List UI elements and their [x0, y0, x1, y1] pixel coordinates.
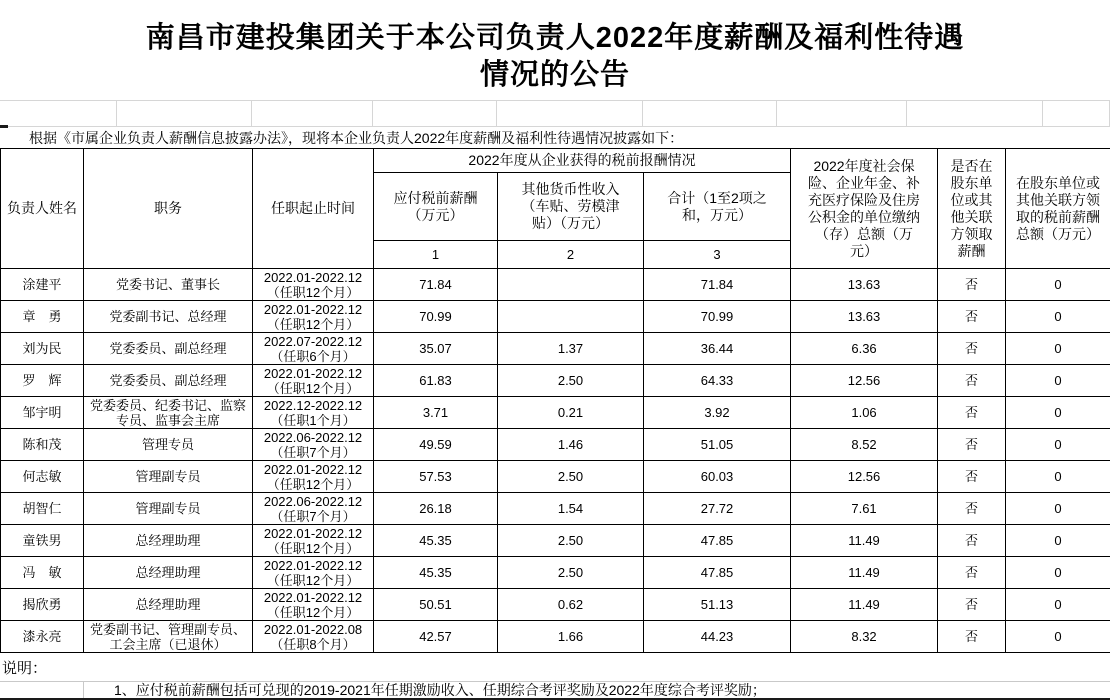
note-cell-border — [0, 682, 84, 699]
header-term: 任职起止时间 — [253, 149, 374, 269]
cell-social-insurance: 13.63 — [791, 269, 938, 301]
empty-grid-cell — [252, 101, 373, 126]
cell-other-income: 2.50 — [498, 365, 644, 397]
header-related-amount: 在股东单位或其他关联方领取的税前薪酬总额（万元） — [1006, 149, 1110, 269]
empty-grid-cell — [643, 101, 777, 126]
cell-position: 党委副书记、管理副专员、工会主席（已退休） — [84, 621, 253, 653]
cell-other-income — [498, 301, 644, 333]
cell-related-amount: 0 — [1006, 429, 1110, 461]
cell-pretax-salary: 45.35 — [374, 557, 498, 589]
cell-term — [253, 333, 374, 365]
cell-other-income — [498, 269, 644, 301]
cell-total: 51.13 — [644, 589, 791, 621]
empty-grid-cell — [0, 101, 117, 126]
cell-related-amount: 0 — [1006, 365, 1110, 397]
term-dates: 2022.01-2022.08 — [263, 621, 363, 637]
cell-name: 涂建平 — [1, 269, 84, 301]
cell-social-insurance: 6.36 — [791, 333, 938, 365]
term-dates: 2022.01-2022.12 — [263, 525, 363, 541]
cell-pretax-salary: 61.83 — [374, 365, 498, 397]
cell-position: 管理专员 — [84, 429, 253, 461]
cell-total: 70.99 — [644, 301, 791, 333]
cell-position: 党委书记、董事长 — [84, 269, 253, 301]
notes-label-row — [0, 653, 1110, 682]
cell-name: 章 勇 — [1, 301, 84, 333]
cell-term — [253, 621, 374, 653]
term-months: （任职6个月） — [270, 348, 356, 364]
cell-related-pay: 否 — [938, 589, 1006, 621]
cell-name: 揭欣勇 — [1, 589, 84, 621]
cell-pretax-salary: 3.71 — [374, 397, 498, 429]
cell-term — [253, 301, 374, 333]
cell-other-income: 1.37 — [498, 333, 644, 365]
cell-related-amount: 0 — [1006, 525, 1110, 557]
cell-position: 管理副专员 — [84, 461, 253, 493]
cell-position: 总经理助理 — [84, 557, 253, 589]
cell-social-insurance: 1.06 — [791, 397, 938, 429]
term-dates: 2022.07-2022.12 — [263, 333, 363, 349]
cell-social-insurance: 11.49 — [791, 589, 938, 621]
term-months: （任职12个月） — [266, 316, 360, 332]
cell-name: 冯 敏 — [1, 557, 84, 589]
cell-other-income: 2.50 — [498, 557, 644, 589]
term-dates: 2022.06-2022.12 — [263, 493, 363, 509]
cell-total: 51.05 — [644, 429, 791, 461]
cell-related-amount: 0 — [1006, 493, 1110, 525]
cell-related-amount: 0 — [1006, 333, 1110, 365]
cell-border-artifact — [0, 125, 8, 128]
cell-pretax-salary: 45.35 — [374, 525, 498, 557]
cell-related-pay: 否 — [938, 269, 1006, 301]
cell-social-insurance: 11.49 — [791, 557, 938, 589]
cell-term — [253, 397, 374, 429]
note-row — [0, 682, 1110, 699]
term-dates: 2022.01-2022.12 — [263, 589, 363, 605]
term-months: （任职8个月） — [270, 636, 356, 652]
term-dates: 2022.12-2022.12 — [263, 397, 363, 413]
term-dates: 2022.06-2022.12 — [263, 429, 363, 445]
column-number-1: 1 — [374, 241, 498, 269]
cell-position: 管理副专员 — [84, 493, 253, 525]
term-dates: 2022.01-2022.12 — [263, 365, 363, 381]
cell-pretax-salary: 50.51 — [374, 589, 498, 621]
table-row — [1, 301, 1110, 333]
cell-name: 陈和茂 — [1, 429, 84, 461]
cell-related-amount: 0 — [1006, 301, 1110, 333]
cell-social-insurance: 8.52 — [791, 429, 938, 461]
note-item-1: 1、应付税前薪酬包括可兑现的2019-2021年任期激励收入、任期综合考评奖励及2022年度综合考评奖励； — [114, 682, 766, 698]
cell-term — [253, 589, 374, 621]
cell-other-income: 2.50 — [498, 461, 644, 493]
cell-pretax-salary: 35.07 — [374, 333, 498, 365]
cell-related-amount: 0 — [1006, 621, 1110, 653]
cell-name: 漆永亮 — [1, 621, 84, 653]
table-row — [1, 365, 1110, 397]
cell-pretax-salary: 71.84 — [374, 269, 498, 301]
header-total: 合计（1至2项之和，万元） — [644, 173, 791, 241]
cell-related-amount: 0 — [1006, 557, 1110, 589]
term-dates: 2022.01-2022.12 — [263, 461, 363, 477]
cell-related-pay: 否 — [938, 301, 1006, 333]
cell-related-pay: 否 — [938, 429, 1006, 461]
table-row — [1, 493, 1110, 525]
cell-term — [253, 365, 374, 397]
cell-name: 刘为民 — [1, 333, 84, 365]
empty-grid-cell — [777, 101, 907, 126]
page-title — [0, 0, 1110, 100]
table-body — [1, 269, 1110, 653]
cell-term — [253, 525, 374, 557]
table-row — [1, 429, 1110, 461]
cell-term — [253, 557, 374, 589]
cell-related-pay: 否 — [938, 493, 1006, 525]
cell-total: 47.85 — [644, 557, 791, 589]
cell-related-amount: 0 — [1006, 397, 1110, 429]
table-row — [1, 397, 1110, 429]
cell-related-pay: 否 — [938, 333, 1006, 365]
header-pretax-salary: 应付税前薪酬（万元） — [374, 173, 498, 241]
cell-pretax-salary: 49.59 — [374, 429, 498, 461]
salary-table — [0, 148, 1110, 653]
cell-total: 44.23 — [644, 621, 791, 653]
column-number-3: 3 — [644, 241, 791, 269]
cell-related-amount: 0 — [1006, 269, 1110, 301]
cell-name: 胡智仁 — [1, 493, 84, 525]
cell-other-income: 2.50 — [498, 525, 644, 557]
intro-row — [0, 127, 1110, 148]
table-row — [1, 525, 1110, 557]
cell-position: 总经理助理 — [84, 589, 253, 621]
term-months: （任职12个月） — [266, 284, 360, 300]
term-months: （任职12个月） — [266, 604, 360, 620]
term-months: （任职1个月） — [270, 412, 356, 428]
table-row — [1, 589, 1110, 621]
cell-social-insurance: 12.56 — [791, 365, 938, 397]
cell-total: 71.84 — [644, 269, 791, 301]
header-related-pay: 是否在股东单位或其他关联方领取薪酬 — [938, 149, 1006, 269]
header-social-insurance: 2022年度社会保险、企业年金、补充医疗保险及住房公积金的单位缴纳（存）总额（万元） — [791, 149, 938, 269]
empty-grid-cell — [373, 101, 497, 126]
cell-other-income: 1.46 — [498, 429, 644, 461]
cell-position: 党委副书记、总经理 — [84, 301, 253, 333]
cell-position: 总经理助理 — [84, 525, 253, 557]
table-row — [1, 557, 1110, 589]
empty-grid-cell — [1043, 101, 1110, 126]
term-months: （任职7个月） — [270, 508, 356, 524]
table-row — [1, 333, 1110, 365]
term-dates: 2022.01-2022.12 — [263, 269, 363, 285]
cell-related-pay: 否 — [938, 365, 1006, 397]
cell-pretax-salary: 70.99 — [374, 301, 498, 333]
cell-other-income: 1.54 — [498, 493, 644, 525]
header-pretax-group: 2022年度从企业获得的税前报酬情况 — [374, 149, 791, 173]
spreadsheet-empty-row — [0, 100, 1110, 127]
cell-position: 党委委员、副总经理 — [84, 333, 253, 365]
cell-total: 60.03 — [644, 461, 791, 493]
header-name: 负责人姓名 — [1, 149, 84, 269]
column-number-2: 2 — [498, 241, 644, 269]
cell-related-pay: 否 — [938, 525, 1006, 557]
cell-social-insurance: 8.32 — [791, 621, 938, 653]
empty-grid-cell — [907, 101, 1043, 126]
cell-total: 27.72 — [644, 493, 791, 525]
term-months: （任职12个月） — [266, 572, 360, 588]
cell-position: 党委委员、副总经理 — [84, 365, 253, 397]
cell-related-pay: 否 — [938, 397, 1006, 429]
term-months: （任职7个月） — [270, 444, 356, 460]
table-row — [1, 461, 1110, 493]
cell-social-insurance: 11.49 — [791, 525, 938, 557]
page-title-line2: 情况的公告 — [479, 59, 630, 91]
table-row — [1, 621, 1110, 653]
cell-name: 邹宇明 — [1, 397, 84, 429]
cell-related-amount: 0 — [1006, 589, 1110, 621]
cell-social-insurance: 12.56 — [791, 461, 938, 493]
header-other-income: 其他货币性收入（车贴、劳模津贴）（万元） — [498, 173, 644, 241]
term-dates: 2022.01-2022.12 — [263, 557, 363, 573]
cell-term — [253, 429, 374, 461]
cell-name: 罗 辉 — [1, 365, 84, 397]
cell-related-amount: 0 — [1006, 461, 1110, 493]
cell-term — [253, 269, 374, 301]
term-months: （任职12个月） — [266, 476, 360, 492]
cell-position: 党委委员、纪委书记、监察专员、监事会主席 — [84, 397, 253, 429]
cell-related-pay: 否 — [938, 557, 1006, 589]
cell-other-income: 0.62 — [498, 589, 644, 621]
term-months: （任职12个月） — [266, 380, 360, 396]
term-months: （任职12个月） — [266, 540, 360, 556]
cell-name: 何志敏 — [1, 461, 84, 493]
cell-total: 36.44 — [644, 333, 791, 365]
cell-related-pay: 否 — [938, 621, 1006, 653]
cell-other-income: 0.21 — [498, 397, 644, 429]
empty-grid-cell — [117, 101, 252, 126]
cell-name: 童铁男 — [1, 525, 84, 557]
term-dates: 2022.01-2022.12 — [263, 301, 363, 317]
cell-total: 47.85 — [644, 525, 791, 557]
empty-grid-cell — [497, 101, 643, 126]
cell-pretax-salary: 42.57 — [374, 621, 498, 653]
cell-term — [253, 461, 374, 493]
cell-social-insurance: 7.61 — [791, 493, 938, 525]
cell-other-income: 1.66 — [498, 621, 644, 653]
cell-pretax-salary: 57.53 — [374, 461, 498, 493]
table-row — [1, 269, 1110, 301]
cell-term — [253, 493, 374, 525]
cell-pretax-salary: 26.18 — [374, 493, 498, 525]
page-title-line1: 南昌市建投集团关于本公司负责人2022年度薪酬及福利性待遇 — [145, 22, 965, 54]
intro-text: 根据《市属企业负责人薪酬信息披露办法》，现将本企业负责人2022年度薪酬及福利性待遇情况披露如下： — [29, 129, 684, 146]
notes-label: 说明： — [2, 659, 48, 677]
header-position: 职务 — [84, 149, 253, 269]
cell-related-pay: 否 — [938, 461, 1006, 493]
cell-total: 3.92 — [644, 397, 791, 429]
cell-social-insurance: 13.63 — [791, 301, 938, 333]
cell-total: 64.33 — [644, 365, 791, 397]
